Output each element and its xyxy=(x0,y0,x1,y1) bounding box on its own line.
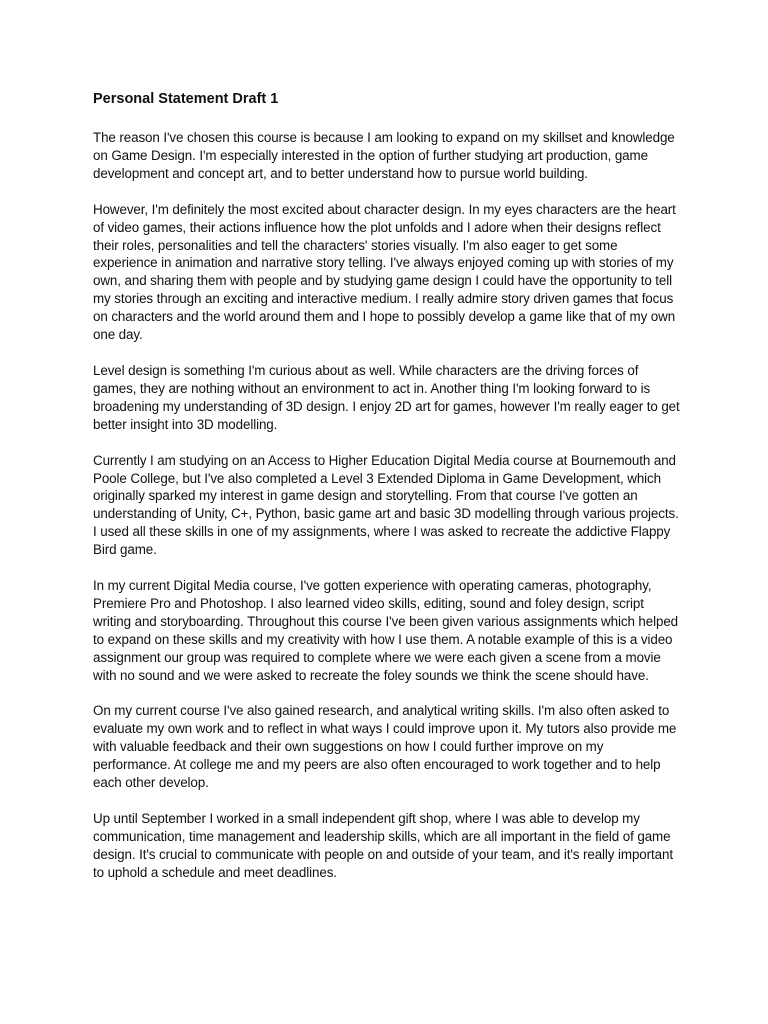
paragraph-digital-media: In my current Digital Media course, I've gotten experience with operating cameras, photography, Premiere Pro and Photoshop. I also learned video skills, editing, sound and foley design, script writing and storyboarding. Throughout this course I've been given various assignments which helped to expand on these skills and my creativity with how I use them. A notable example of this is a video assignment our group was required to complete where we were each given a scene from a movie with no sound and we were asked to recreate the foley sounds we think the scene should have. xyxy=(93,578,679,683)
paragraph-research-skills: On my current course I've also gained research, and analytical writing skills. I'm also often asked to evaluate my own work and to reflect in what ways I could improve upon it. My tutors also provide me with valuable feedback and their own suggestions on how I could further improve on my performance. At college me and my peers are also often encouraged to work together and to help each other develop. xyxy=(93,703,677,791)
paragraph-current-studies: Currently I am studying on an Access to Higher Education Digital Media course at Bournemouth and Poole College, but I've also completed a Level 3 Extended Diploma in Game Development, which originally sparked my interest in game design and storytelling. From that course I've gotten an understanding of Unity, C+, Python, basic game art and basic 3D modelling through various projects. I used all these skills in one of my assignments, where I was asked to recreate the addictive Flappy Bird game. xyxy=(93,452,679,558)
paragraph-work-experience: Up until September I worked in a small independent gift shop, where I was able to develop my communication, time management and leadership skills, which are all important in the field of game design. It's crucial to communicate with people on and outside of your team, and it's really important to uphold a schedule and meet deadlines. xyxy=(93,811,673,880)
document-body xyxy=(93,88,683,900)
paragraph-character-design: However, I'm definitely the most excited about character design. In my eyes characters are the heart of video games, their actions influence how the plot unfolds and I adore when their designs reflect their roles, personalities and tell the characters' stories visually. I'm also eager to get some experience in animation and narrative story telling. I've always enjoyed coming up with stories of my own, and sharing them with people and by studying game design I could have the opportunity to tell my stories through an exciting and interactive medium. I really admire story driven games that focus on characters and the world around them and I hope to possibly develop a game like that of my own one day. xyxy=(93,201,676,343)
paragraph-course-reason: The reason I've chosen this course is because I am looking to expand on my skillset and knowledge on Game Design. I'm especially interested in the option of further studying art production, game development and concept art, and to better understand how to pursue world building. xyxy=(93,130,675,181)
paragraph-level-design: Level design is something I'm curious about as well. While characters are the driving forces of games, they are nothing without an environment to act in. Another thing I'm looking forward to is broadening my understanding of 3D design. I enjoy 2D art for games, however I'm really eager to get better insight into 3D modelling. xyxy=(93,362,680,432)
page-title: Personal Statement Draft 1 xyxy=(93,91,279,107)
